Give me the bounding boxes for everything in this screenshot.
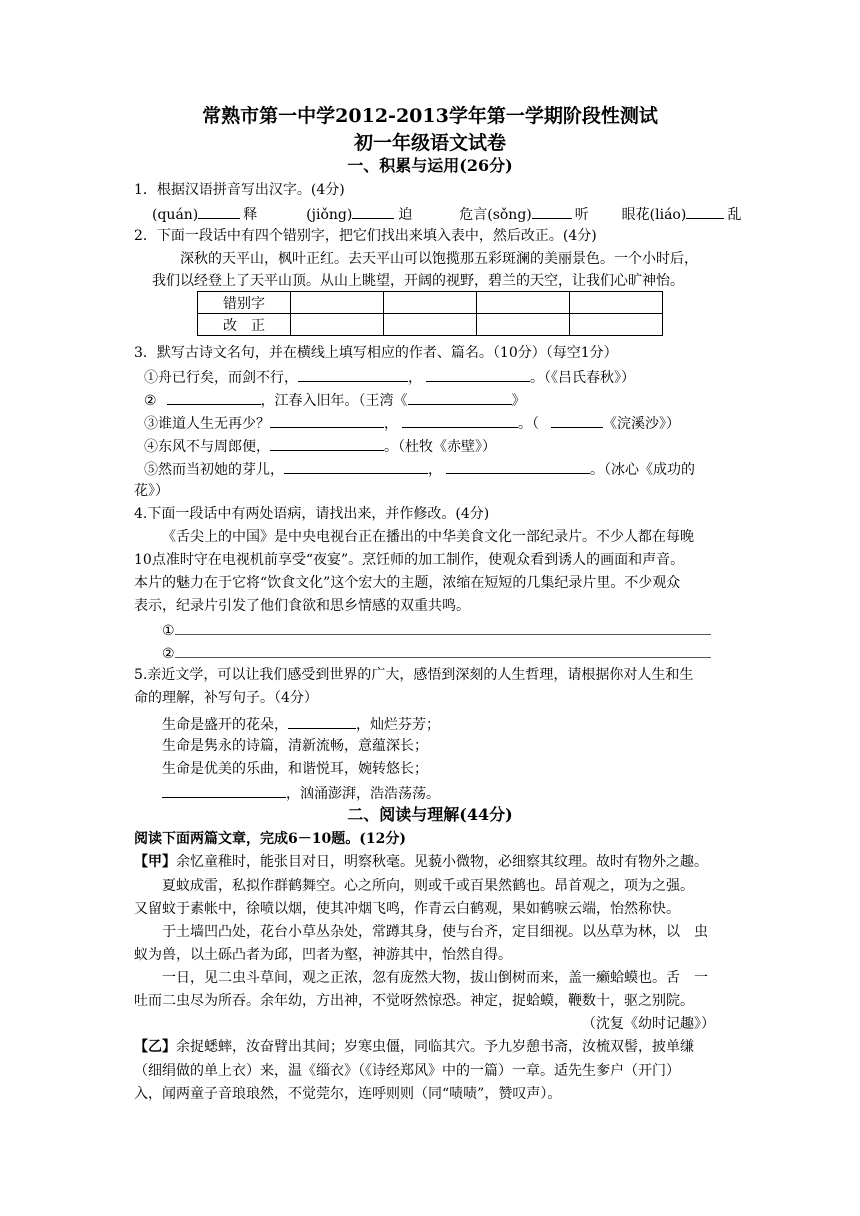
q5-line4-text: ，汹涌澎湃，浩浩荡荡。 (286, 786, 440, 802)
q2-table-cell[interactable] (570, 292, 663, 314)
q1-item2-suffix: 迫 (398, 207, 413, 223)
q4-para-line4: 表示，纪录片引发了他们食欲和思乡情感的双重共鸣。 (134, 598, 470, 614)
q5-line3: 生命是优美的乐曲，和谐悦耳，婉转悠长； (162, 761, 428, 777)
passage-yi-text1: 余捉蟋蟀，汝奋臂出其间；岁寒虫僵，同临其穴。予九岁憩书斋，汝梳双髻，披单缣 (176, 1039, 694, 1055)
passage-jia-line5: 蚁为兽，以土砾凸者为邱，凹者为壑，神游其中，怡然自得。 (134, 947, 512, 963)
q3-blank4[interactable] (408, 389, 512, 405)
q3-line5-text: ⑤然而当初她的芽儿， (144, 462, 284, 478)
passage-jia-line7: 吐而二虫尽为所吞。余年幼，方出神，不觉呀然惊恐。神定，捉蛤蟆，鞭数十，驱之别院。 (134, 993, 694, 1009)
q3-line5-cont: 花》） (134, 483, 169, 499)
q3-line2-num: ② (144, 393, 157, 409)
passage-yi-tag: 【乙】 (134, 1039, 176, 1055)
q3-blank5[interactable] (270, 412, 384, 428)
q3-line1-text: ①舟已行矣，而剑不行， (144, 370, 298, 386)
q5-line2: 生命是隽永的诗篇，清新流畅，意蕴深长； (162, 738, 428, 754)
q2-table-cell[interactable] (477, 314, 570, 336)
q3-line5 (144, 458, 695, 480)
q1-item1-suffix: 释 (243, 207, 258, 223)
q3-line2-text: ，江春入旧年。（王湾《 (260, 393, 408, 409)
q3-line5-source: 。（冰心《成功的 (590, 462, 695, 478)
q5-prompt-line1: 5.亲近文学，可以让我们感受到世界的广大，感悟到深刻的人生哲理，请根据你对人生和生 (134, 667, 694, 683)
q2-prompt: 2．下面一段话中有四个错别字，把它们找出来填入表中，然后改正。(4分) (134, 228, 597, 244)
q3-line4-text: ④东风不与周郎便， (144, 439, 270, 455)
q2-table-header-wrong: 错别字 (198, 292, 291, 314)
q2-table-cell[interactable] (291, 292, 384, 314)
q3-line2-close: 》 (511, 393, 526, 409)
q1-blank3[interactable] (532, 203, 572, 219)
q3-line4 (144, 435, 496, 457)
q2-table-header-correct: 改 正 (198, 314, 291, 336)
q1-item1-pinyin: (quán) (152, 207, 199, 223)
q1-item3-pinyin: (sǒng) (487, 207, 532, 223)
q4-answer1-num: ① (162, 623, 175, 639)
q2-table-cell[interactable] (384, 314, 477, 336)
passage-jia-line1 (134, 852, 708, 872)
passage-jia-line2: 夏蚊成雷，私拟作群鹤舞空。心之所向，则或千或百果然鹤也。昂首观之，项为之强。 (162, 878, 694, 894)
q2-table-cell[interactable] (384, 292, 477, 314)
passage-yi-line1 (134, 1037, 694, 1057)
q3-prompt: 3．默写古诗文名句，并在横线上填写相应的作者、篇名。（10分）（每空1分） (134, 345, 618, 361)
q1-blank4[interactable] (686, 203, 724, 219)
passage-jia-line3: 又留蚊于素帐中，徐喷以烟，使其冲烟飞鸣，作青云白鹤观，果如鹤唳云端，怡然称快。 (134, 901, 680, 917)
q1-item4-prefix: 眼花 (621, 207, 650, 223)
q1-item4-pinyin: (liáo) (649, 207, 687, 223)
q3-line3-source: 《浣溪沙》） (603, 416, 680, 432)
q3-blank1[interactable] (298, 366, 408, 382)
section1-heading: 一、积累与运用(26分) (347, 156, 513, 175)
q2-table-cell[interactable] (291, 314, 384, 336)
q3-line1-source: 。（《吕氏春秋》） (530, 370, 635, 386)
passage-jia-tag: 【甲】 (134, 854, 176, 870)
q3-line3-text: ③谁道人生无再少？ (144, 416, 270, 432)
q3-line1-sep: ， (408, 370, 422, 386)
q2-para-line2: 我们以经登上了天平山顶。从山上眺望，开阔的视野，碧兰的天空，让我们心旷神怡。 (152, 273, 684, 289)
passage-jia-line6: 一日，见二虫斗草间，观之正浓，忽有庞然大物，拔山倒树而来，盖一癞蛤蟆也。舌 一 (162, 970, 708, 986)
q4-prompt: 4.下面一段话中有两处语病，请找出来，并作修改。(4分) (134, 506, 490, 522)
q2-correction-table (197, 291, 663, 336)
exam-subtitle: 初一年级语文试卷 (353, 132, 506, 154)
q4-para-line3: 本片的魅力在于它将“饮食文化”这个宏大的主题，浓缩在短短的几集纪录片里。不少观众 (134, 575, 681, 591)
q3-blank8[interactable] (270, 435, 384, 451)
q3-line3-open: 。（ (518, 416, 539, 432)
q3-blank2[interactable] (426, 366, 530, 382)
q3-line5-sep: ， (428, 462, 442, 478)
q5-prompt-line2: 命的理解，补写句子。（4分） (134, 690, 318, 706)
q1-items (152, 203, 741, 225)
exam-title: 常熟市第一中学2012-2013学年第一学期阶段性测试 (202, 105, 658, 127)
q4-answer1 (162, 619, 711, 641)
q4-answer1-line[interactable] (175, 619, 711, 635)
q3-blank9[interactable] (284, 458, 428, 474)
q1-blank2[interactable] (352, 203, 394, 219)
q3-blank6[interactable] (402, 412, 518, 428)
q5-line1 (162, 713, 440, 735)
q4-answer2 (162, 642, 711, 664)
q4-para-line2: 10点准时守在电视机前享受“夜宴”。烹饪师的加工制作，使观众看到诱人的画面和声音。 (134, 552, 685, 568)
q3-line2 (144, 389, 526, 411)
passage-jia-line4: 于土墙凹凸处，花台小草丛杂处，常蹲其身，使与台齐，定目细视。以丛草为林，以 虫 (162, 924, 708, 940)
passage-jia-text1: 余忆童稚时，能张目对日，明察秋毫。见藐小微物，必细察其纹理。故时有物外之趣。 (176, 854, 708, 870)
q5-blank1[interactable] (288, 713, 356, 729)
q1-item3-prefix: 危言 (459, 207, 488, 223)
q3-blank3[interactable] (167, 389, 261, 405)
q1-prompt: 1．根据汉语拼音写出汉字。(4分) (134, 182, 345, 198)
q5-line4 (162, 782, 440, 804)
passage-jia-source: （沈复《幼时记趣》） (582, 1016, 715, 1032)
q1-item2-pinyin: (jiǒng) (306, 207, 353, 223)
q5-blank2[interactable] (162, 782, 286, 798)
q2-table-cell[interactable] (570, 314, 663, 336)
q1-item3-suffix: 听 (574, 207, 589, 223)
q5-line1-text: 生命是盛开的花朵， (162, 717, 288, 733)
q1-item4-suffix: 乱 (727, 207, 742, 223)
q2-table-cell[interactable] (477, 292, 570, 314)
q4-para-line1: 《舌尖上的中国》是中央电视台正在播出的中华美食文化一部纪录片。不少人都在每晚 (162, 529, 694, 545)
q4-answer2-line[interactable] (175, 642, 711, 658)
q5-line1-end: ，灿烂芬芳； (356, 717, 440, 733)
q1-blank1[interactable] (198, 203, 240, 219)
q3-blank7[interactable] (551, 412, 603, 428)
q3-line4-source: 。（杜牧《赤壁》） (384, 439, 496, 455)
passage-yi-line2: （细绢做的单上衣）来，温《缁衣》（《诗经郑风》中的一篇）一章。适先生奓户（开门） (134, 1063, 680, 1079)
q3-line1 (144, 366, 635, 388)
reading-instruction: 阅读下面两篇文章，完成6－10题。(12分) (134, 831, 406, 847)
section2-heading: 二、阅读与理解(44分) (347, 805, 513, 824)
q2-para-line1: 深秋的天平山，枫叶正红。去天平山可以饱揽那五彩斑澜的美丽景色。一个小时后， (180, 251, 698, 267)
q3-line3-sep: ， (384, 416, 398, 432)
passage-yi-line3: 入，闻两童子音琅琅然，不觉莞尔，连呼则则（同“啧啧”，赞叹声）。 (134, 1086, 562, 1102)
q3-blank10[interactable] (446, 458, 590, 474)
q4-answer2-num: ② (162, 646, 175, 662)
q3-line3 (144, 412, 680, 434)
